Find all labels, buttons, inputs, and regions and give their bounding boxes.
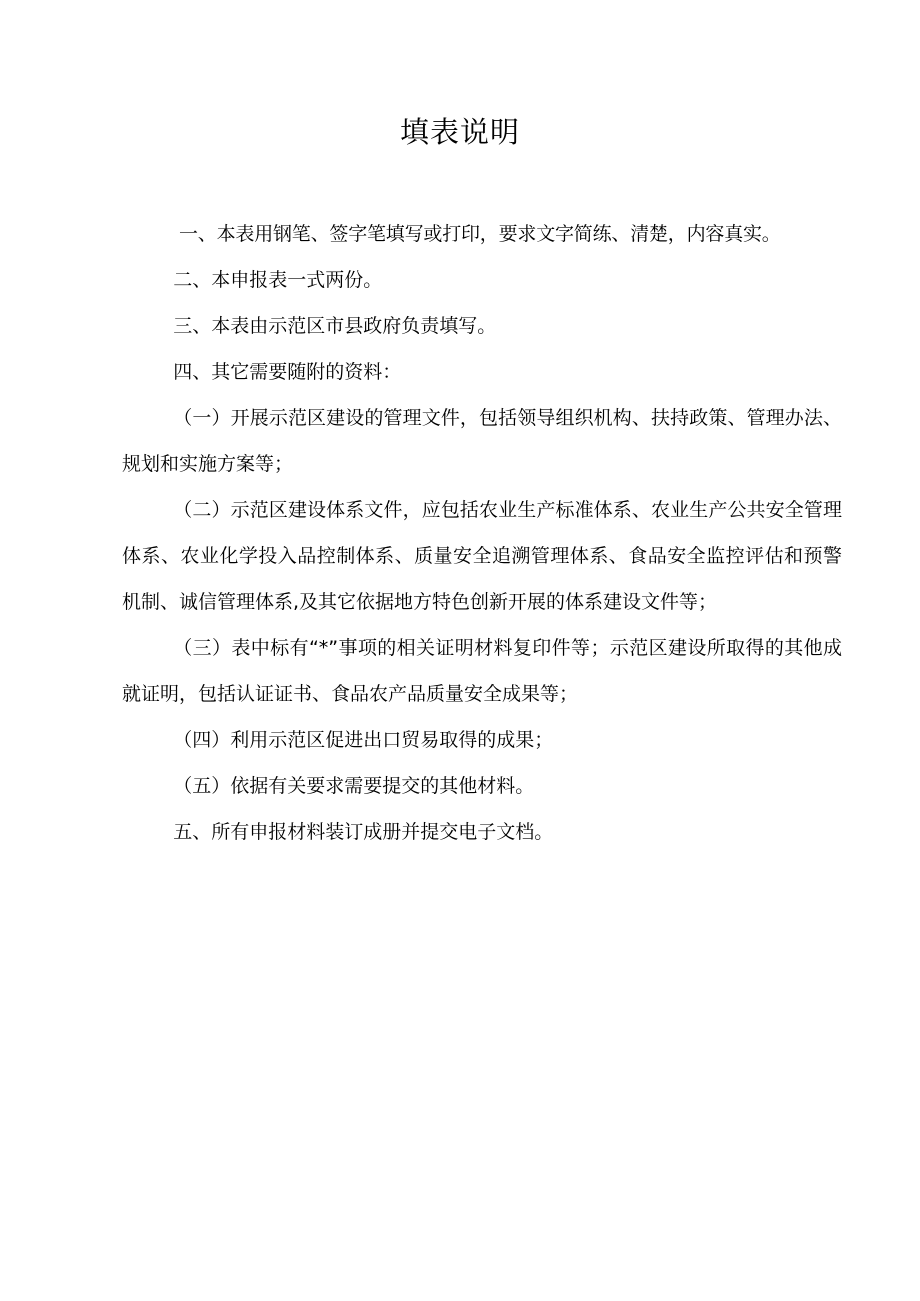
instruction-subitem-5: （五）依据有关要求需要提交的其他材料。	[173, 775, 535, 797]
instruction-subitem-3: （三）表中标有“*”事项的相关证明材料复印件等；示范区建设所取得的其他成就证明，包括认证证书、食品农产品质量安全成果等；	[122, 637, 842, 705]
instruction-item-3: 三、本表由示范区市县政府负责填写。	[173, 315, 497, 337]
instruction-item-5: 五、所有申报材料装订成册并提交电子文档。	[173, 821, 554, 843]
instruction-item-2: 二、本申报表一式两份。	[173, 269, 383, 291]
instruction-subitem-1: （一）开展示范区建设的管理文件，包括领导组织机构、扶持政策、管理办法、规划和实施方案等；	[122, 407, 842, 475]
instruction-subitem-4: （四）利用示范区促进出口贸易取得的成果；	[173, 729, 554, 751]
instruction-item-1: 一、本表用钢笔、签字笔填写或打印，要求文字简练、清楚，内容真实。	[179, 223, 781, 245]
instruction-item-4: 四、其它需要随附的资料：	[173, 361, 402, 383]
page-title: 填表说明	[399, 115, 520, 149]
instructions-body	[122, 211, 842, 855]
instruction-subitem-2: （二）示范区建设体系文件，应包括农业生产标准体系、农业生产公共安全管理体系、农业化学投入品控制体系、质量安全追溯管理体系、食品安全监控评估和预警机制、诚信管理体系,及其它依据地方特色创新开展的体系建设文件等；	[122, 499, 842, 613]
